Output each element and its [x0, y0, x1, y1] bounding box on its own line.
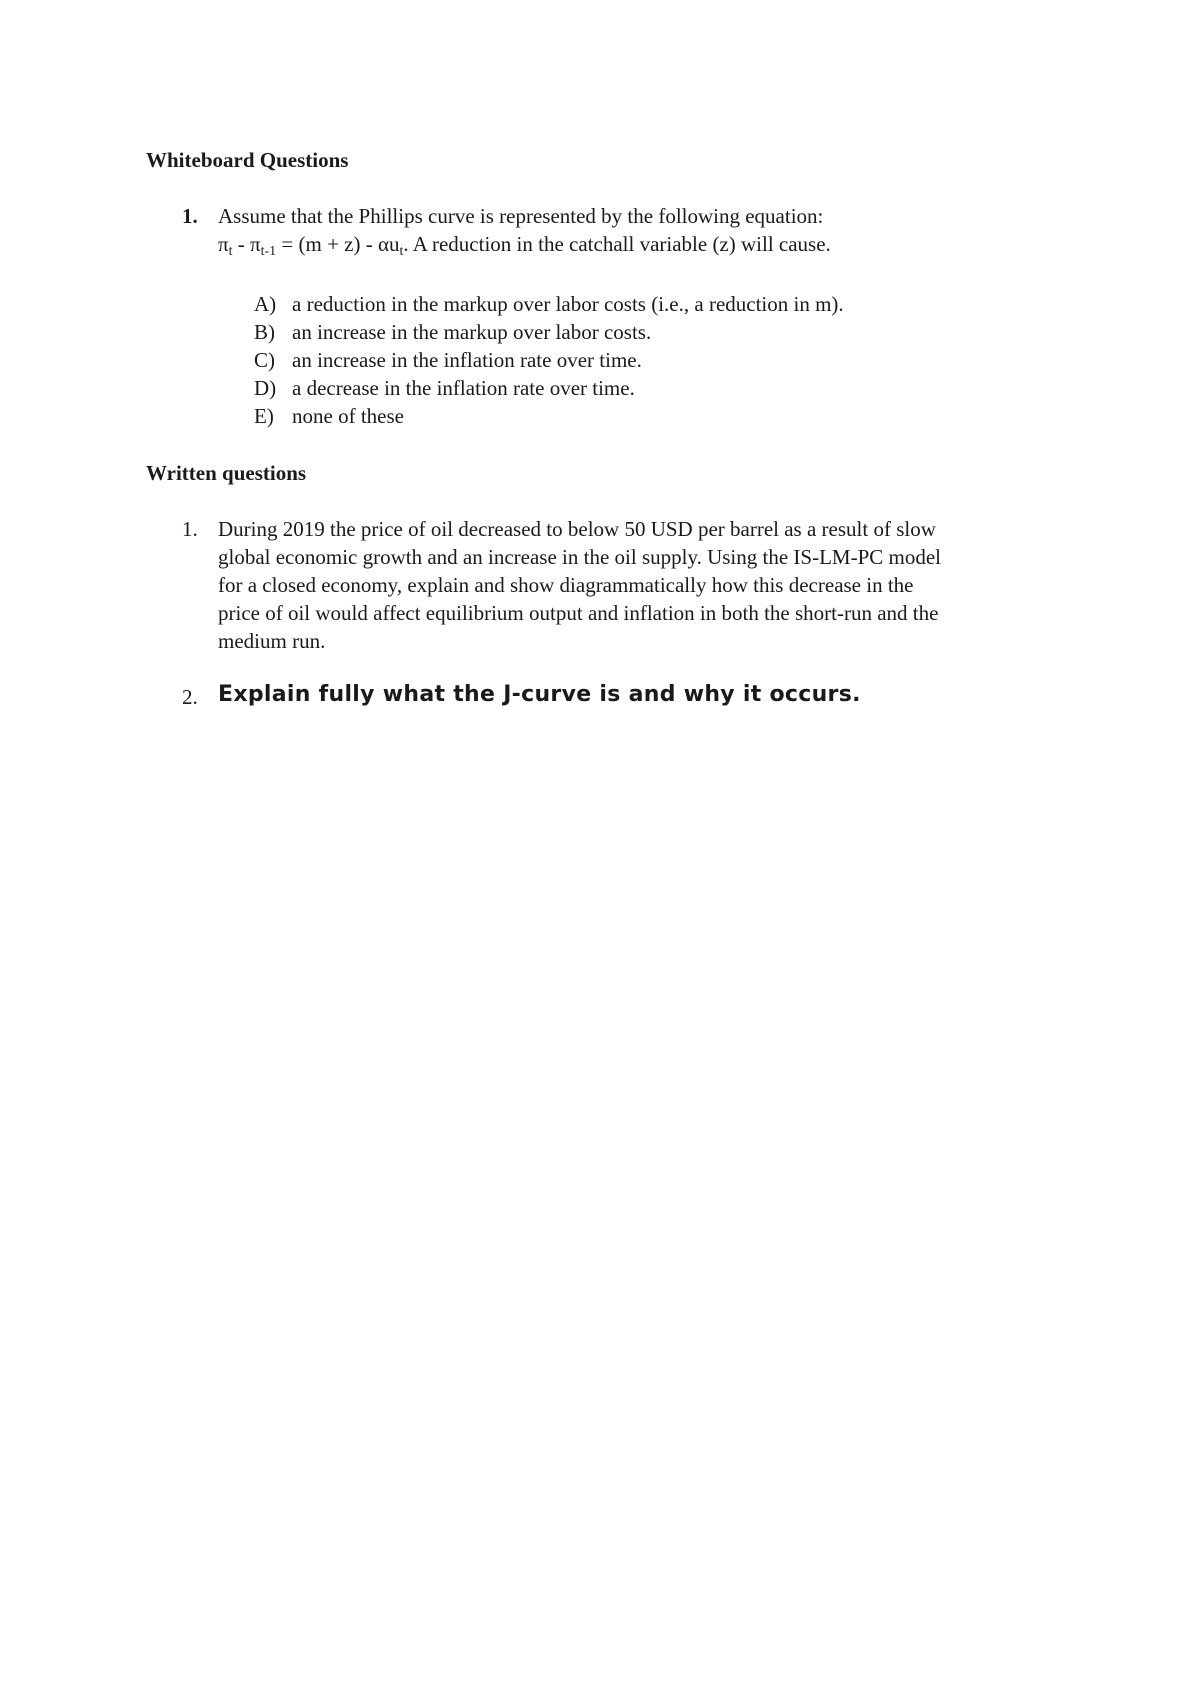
option-e-text: none of these [292, 404, 404, 428]
whiteboard-q1-number: 1. [182, 204, 198, 228]
option-c-letter: C) [254, 348, 275, 372]
eq-subscript-t-u: t [399, 244, 404, 259]
written-q1-line4: price of oil would affect equilibrium output and inflation in both the short-run and the [218, 601, 939, 625]
eq-minus-pi: - π [232, 232, 261, 256]
eq-subscript-t: t [228, 244, 233, 259]
option-b-letter: B) [254, 320, 275, 344]
option-b-text: an increase in the markup over labor costs. [292, 320, 652, 344]
option-a-letter: A) [254, 292, 277, 316]
eq-tail: . A reduction in the catchall variable (z) will cause. [403, 232, 831, 256]
option-e-letter: E) [254, 404, 274, 428]
option-d-letter: D) [254, 376, 277, 400]
option-c-text: an increase in the inflation rate over time. [292, 348, 642, 372]
written-q1-line1: During 2019 the price of oil decreased to below 50 USD per barrel as a result of slow [218, 517, 936, 541]
eq-subscript-t-1: t-1 [260, 244, 277, 259]
written-q1-line3: for a closed economy, explain and show diagrammatically how this decrease in the [218, 573, 914, 597]
option-d-text: a decrease in the inflation rate over time. [292, 376, 635, 400]
written-q1-number: 1. [182, 517, 198, 541]
whiteboard-q1-line1: Assume that the Phillips curve is represented by the following equation: [218, 204, 824, 228]
written-q2-number: 2. [182, 685, 198, 709]
written-q1-line2: global economic growth and an increase in the oil supply. Using the IS-LM-PC model [218, 545, 942, 569]
whiteboard-heading: Whiteboard Questions [146, 148, 349, 172]
written-q1-line5: medium run. [218, 629, 326, 653]
eq-rhs: = (m + z) - αu [276, 232, 400, 256]
whiteboard-q1-equation [218, 230, 831, 258]
option-a-text: a reduction in the markup over labor costs (i.e., a reduction in m). [292, 292, 844, 316]
eq-pi: π [218, 232, 229, 256]
written-heading: Written questions [146, 461, 307, 485]
written-q2-text: Explain fully what the J-curve is and why it occurs. [218, 682, 861, 707]
